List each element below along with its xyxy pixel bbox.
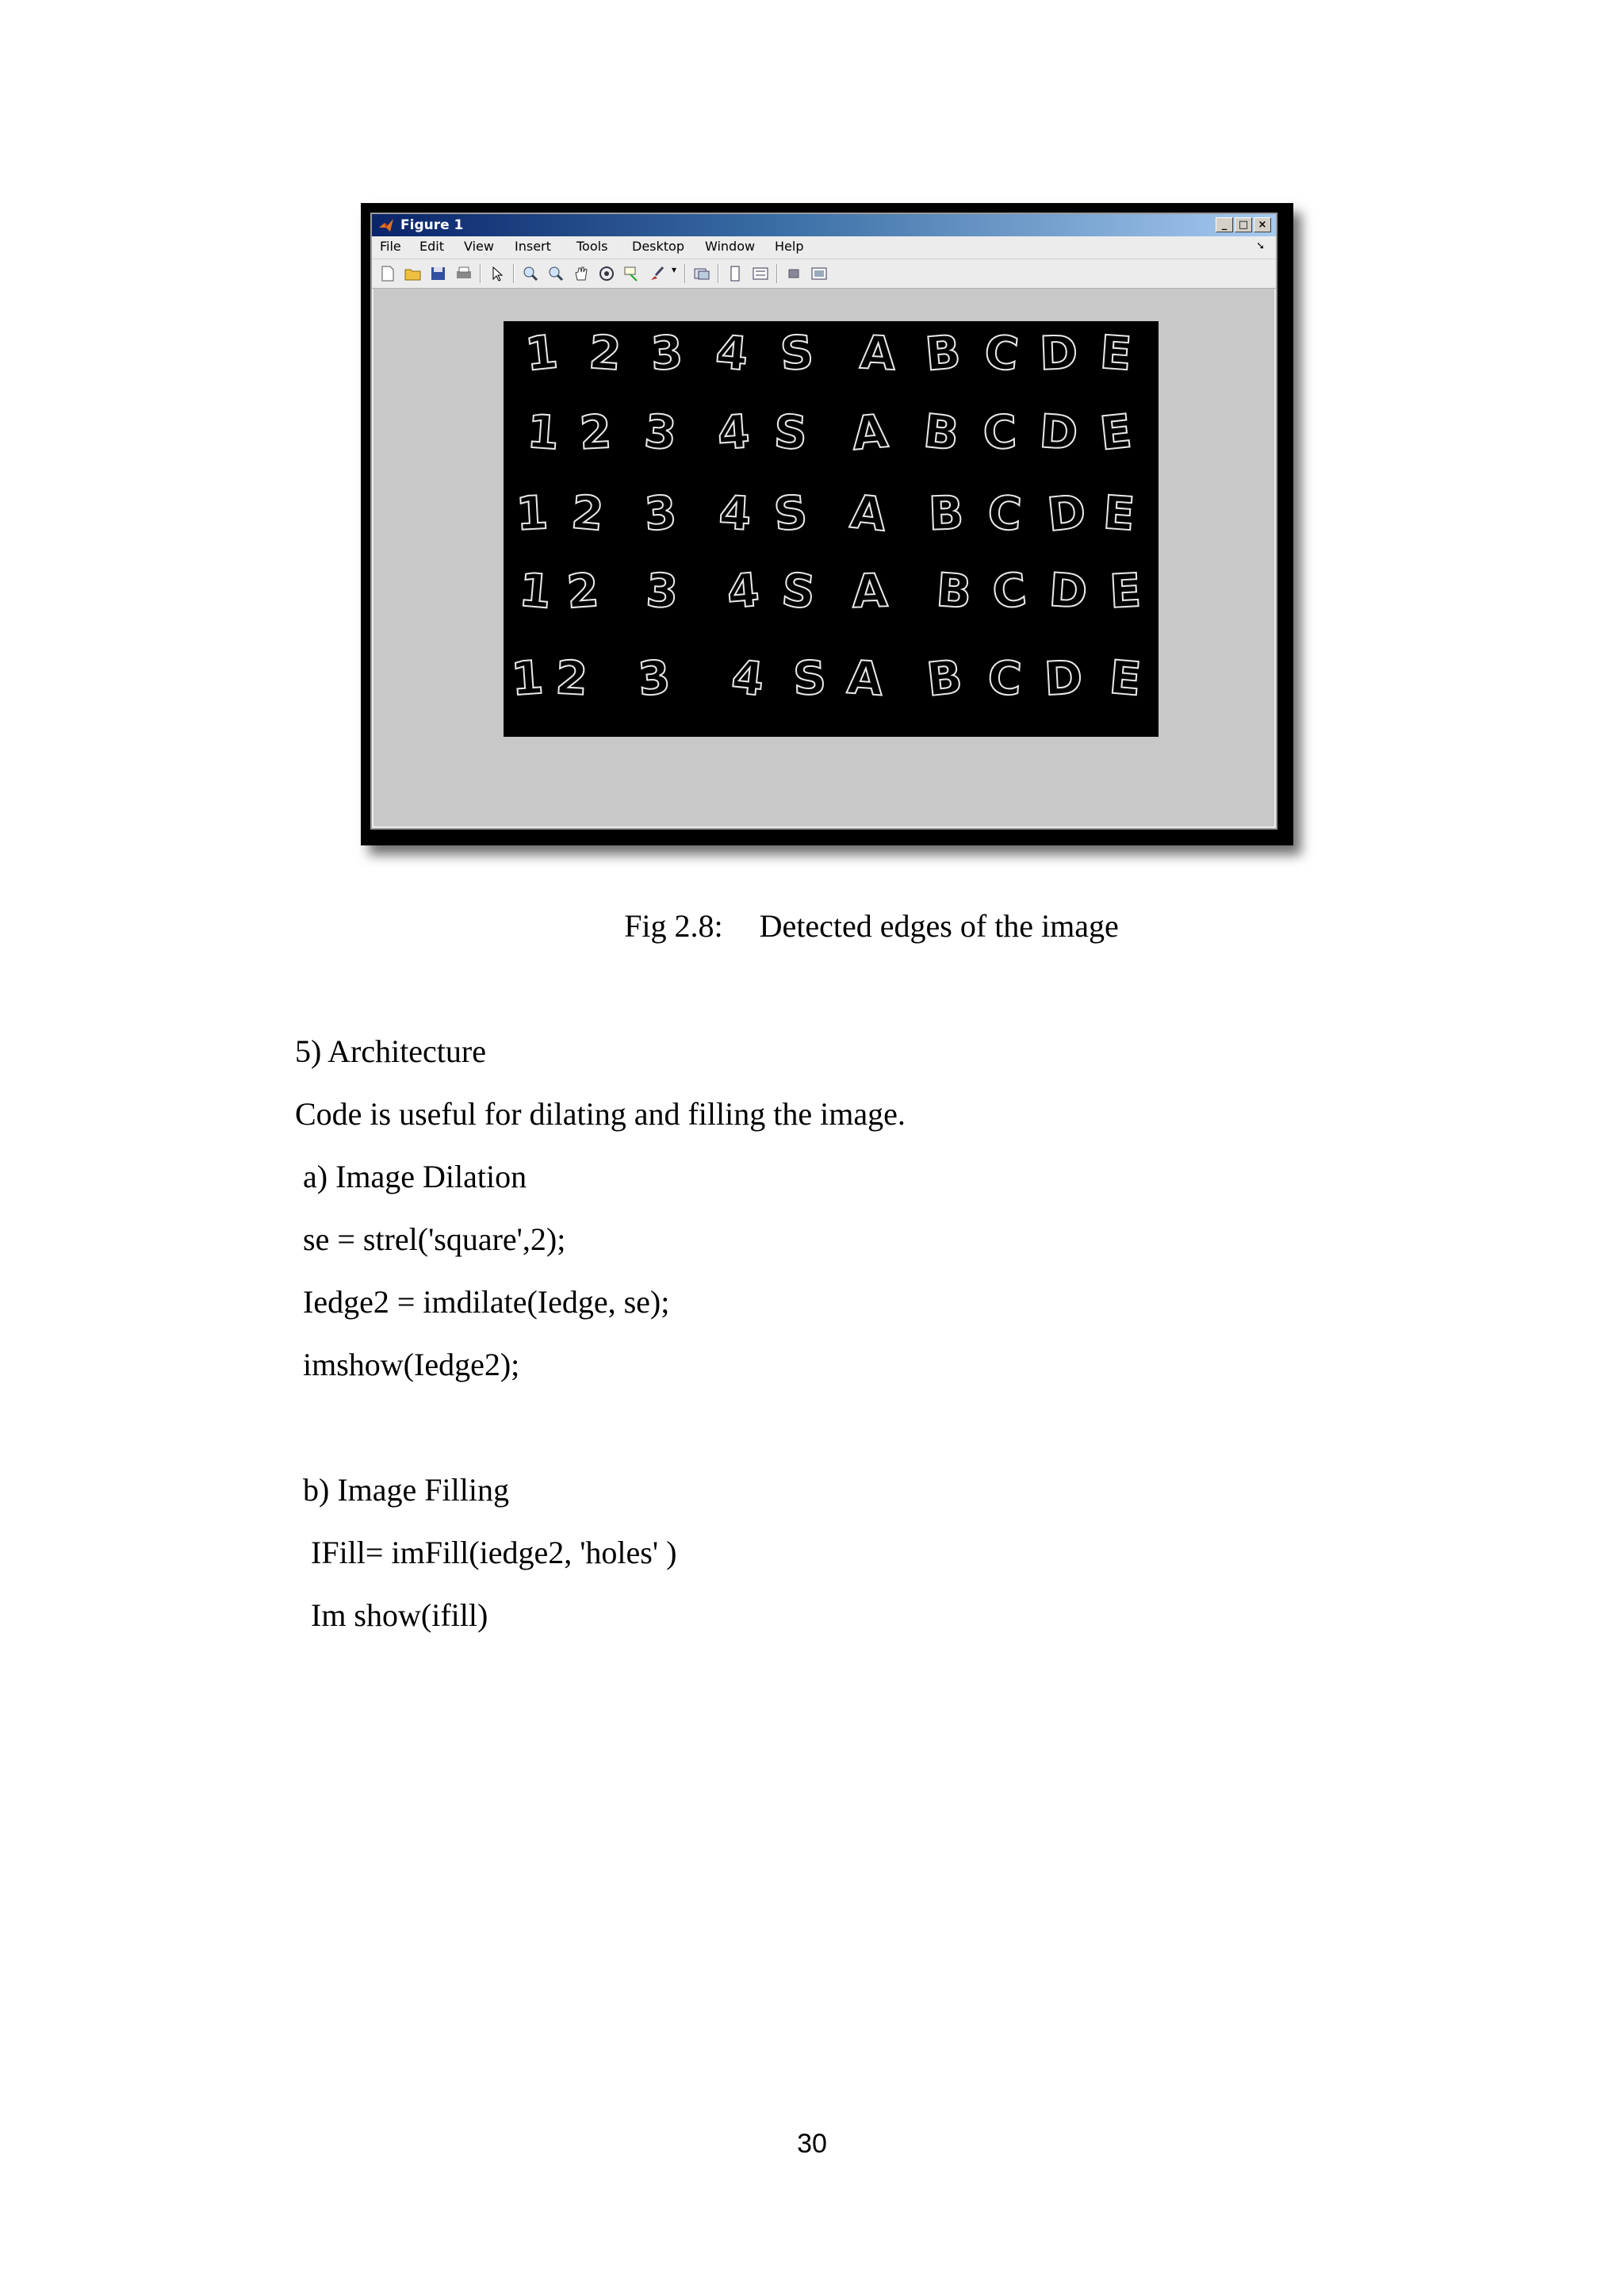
rotate-3d-icon[interactable] (597, 265, 616, 282)
zoom-out-icon[interactable] (546, 265, 565, 282)
edge-glyph: C (982, 404, 1018, 460)
edge-glyph: S (779, 562, 818, 619)
figure-caption (0, 907, 1624, 945)
edge-glyph: E (1097, 324, 1134, 381)
close-button[interactable]: × (1254, 217, 1271, 232)
caption-label: Fig 2.8: (624, 908, 723, 944)
matlab-logo-icon (378, 218, 394, 232)
show-plot-tools-icon[interactable] (810, 265, 829, 282)
page-number: 30 (797, 2129, 827, 2159)
section-heading: 5) Architecture (295, 1033, 486, 1069)
edge-glyph: S (791, 650, 828, 706)
minimize-button[interactable]: _ (1216, 217, 1233, 232)
edge-glyph: 1 (525, 404, 561, 461)
insert-legend-icon[interactable] (751, 265, 770, 282)
edge-glyph: B (934, 562, 974, 619)
edge-glyph: E (1097, 404, 1135, 461)
code-line: Iedge2 = imdilate(Iedge, se); (295, 1284, 670, 1320)
menu-help[interactable]: Help (775, 239, 804, 254)
code-line: se = strel('square',2); (295, 1221, 566, 1257)
edge-glyph: A (851, 563, 889, 619)
edge-glyph: B (921, 403, 962, 462)
maximize-button[interactable]: □ (1235, 217, 1252, 232)
edge-glyph: A (858, 324, 898, 381)
edge-glyph: B (923, 324, 963, 381)
edge-glyph: D (1044, 484, 1089, 542)
edge-glyph: 2 (565, 562, 601, 619)
edge-glyph: 1 (523, 324, 561, 381)
window-titlebar (372, 214, 1276, 236)
figure-toolbar (372, 259, 1276, 289)
caption-text: Detected edges of the image (759, 908, 1119, 944)
window-title: Figure 1 (400, 217, 464, 233)
edge-glyph: 2 (587, 324, 623, 381)
edge-glyph: 3 (635, 650, 673, 707)
edge-glyph: C (982, 324, 1021, 382)
filling-heading: b) Image Filling (295, 1472, 509, 1508)
intro-text: Code is useful for dilating and filling the image. (295, 1096, 906, 1132)
edge-glyph: S (778, 324, 816, 381)
edge-glyph: E (1108, 563, 1143, 619)
edge-glyph: 3 (649, 324, 684, 381)
menu-file[interactable]: File (380, 239, 401, 254)
edge-glyph: A (849, 404, 891, 461)
link-plot-icon[interactable] (692, 265, 711, 282)
edge-glyph: A (848, 484, 889, 542)
detected-edges-image (504, 321, 1159, 737)
edge-glyph: B (924, 649, 965, 707)
edge-glyph: 4 (718, 485, 753, 542)
edge-glyph: C (986, 650, 1024, 707)
menu-window[interactable]: Window (705, 239, 756, 254)
edge-glyph: A (845, 650, 885, 707)
edge-glyph: C (990, 562, 1029, 620)
edge-glyph: 2 (569, 485, 607, 542)
edge-glyph: 2 (554, 650, 589, 707)
print-icon[interactable] (454, 265, 473, 282)
figure-canvas (373, 289, 1274, 826)
open-file-icon[interactable] (404, 265, 423, 282)
figure-screenshot (361, 203, 1293, 845)
matlab-figure-window (370, 213, 1277, 830)
edge-glyph: B (927, 485, 965, 541)
edge-glyph: 3 (642, 485, 679, 542)
edge-glyph: S (772, 485, 810, 542)
edge-glyph: 1 (515, 485, 550, 542)
edge-glyph: 4 (713, 324, 751, 381)
code-line: Im show(ifill) (295, 1597, 488, 1633)
edge-glyph: 3 (645, 562, 680, 619)
code-line: imshow(Iedge2); (295, 1347, 520, 1382)
edge-glyph: D (1043, 650, 1084, 707)
edge-glyph: 4 (729, 650, 767, 707)
insert-colorbar-icon[interactable] (726, 265, 745, 282)
new-figure-icon[interactable] (378, 265, 397, 282)
menu-edit[interactable]: Edit (419, 239, 444, 254)
brush-icon[interactable] (648, 265, 667, 282)
pan-icon[interactable] (572, 265, 591, 282)
edge-glyph: 3 (642, 404, 680, 461)
brush-dropdown-icon[interactable]: ▾ (672, 264, 677, 275)
edge-glyph: D (1038, 325, 1079, 381)
edge-glyph: 4 (715, 404, 752, 461)
code-line: IFill= imFill(iedge2, 'holes' ) (295, 1535, 677, 1570)
edge-glyph: 1 (516, 562, 554, 619)
save-icon[interactable] (429, 265, 448, 282)
menu-bar (372, 236, 1276, 257)
menu-view[interactable]: View (464, 239, 494, 254)
edge-glyph: 2 (578, 404, 613, 461)
edge-glyph: E (1101, 485, 1137, 542)
edge-glyph: E (1107, 650, 1143, 707)
menu-desktop[interactable]: Desktop (632, 239, 684, 254)
hide-plot-tools-icon[interactable] (784, 265, 803, 282)
dock-arrow-icon[interactable]: ➘ (1256, 240, 1265, 252)
edge-glyph: 4 (724, 562, 762, 619)
edge-glyph: D (1047, 562, 1090, 619)
edit-plot-icon[interactable] (488, 265, 507, 282)
zoom-in-icon[interactable] (521, 265, 540, 282)
edge-glyph: 1 (509, 650, 546, 707)
data-cursor-icon[interactable] (622, 265, 642, 282)
dilation-heading: a) Image Dilation (295, 1159, 527, 1194)
menu-tools[interactable]: Tools (576, 239, 608, 254)
edge-glyph: C (986, 485, 1024, 542)
edge-glyph: S (772, 404, 809, 461)
menu-insert[interactable]: Insert (515, 239, 551, 254)
edge-glyph: D (1037, 404, 1080, 461)
